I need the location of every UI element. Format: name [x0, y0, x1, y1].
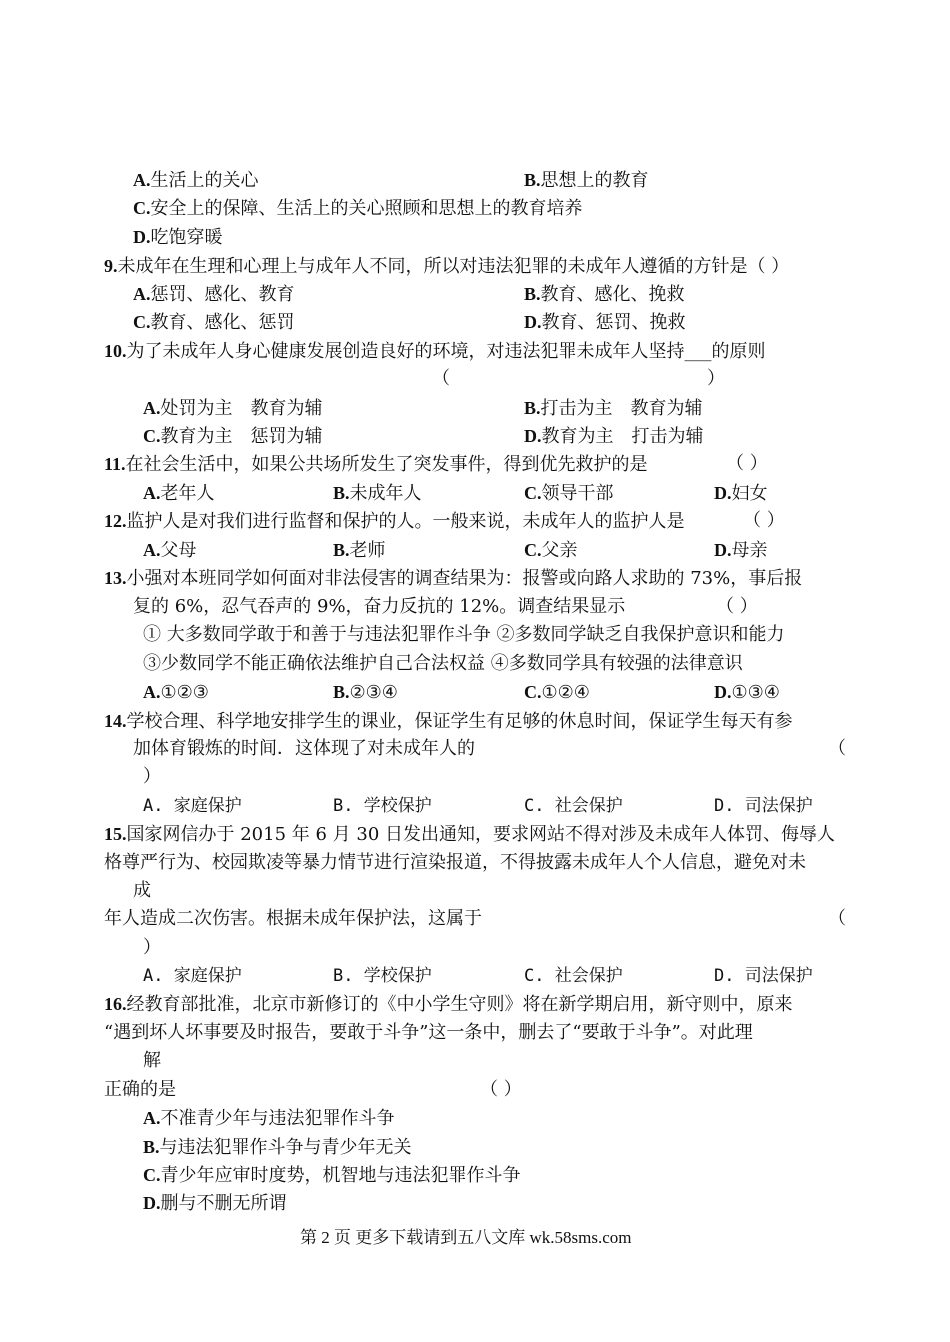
question-number: 13.: [104, 568, 127, 588]
option-text: 父母: [160, 540, 197, 561]
q16-stem-line3: 解: [143, 1050, 161, 1071]
q10-option-c: [143, 424, 323, 449]
option-label: A.: [133, 170, 151, 190]
q11-paren: （ ）: [726, 453, 768, 474]
q14-paren-close: ）: [143, 766, 161, 787]
q12-stem: [104, 509, 685, 534]
question-number: 11.: [104, 454, 126, 474]
q11-option-d: [714, 481, 768, 506]
option-label: D.: [143, 1193, 161, 1213]
q8-option-b: [524, 168, 649, 193]
q9-option-a: [133, 282, 295, 307]
q10-option-b: [524, 396, 703, 421]
option-label: B.: [333, 966, 354, 986]
option-text: 社会保护: [554, 796, 623, 816]
option-text: 惩罚、感化、教育: [150, 284, 295, 305]
option-text: 青少年应审时度势，机智地与违法犯罪作斗争: [160, 1165, 521, 1186]
q15-option-a: [143, 964, 242, 988]
q11-option-a: [143, 481, 215, 506]
q10-paren-open: （: [432, 368, 450, 389]
q9-option-d: [524, 310, 686, 335]
q14-option-a: [143, 794, 242, 818]
option-text: 母亲: [731, 540, 768, 561]
option-label: A.: [133, 284, 151, 304]
q12-option-b: [333, 538, 386, 563]
option-label: B.: [524, 398, 541, 418]
q14-stem-line2: 加体育锻炼的时间．这体现了对未成年人的: [133, 738, 475, 759]
q15-option-b: [333, 964, 432, 988]
question-number: 12.: [104, 511, 127, 531]
option-text: 删与不删无所谓: [160, 1193, 287, 1214]
q13-statement-line1: ① 大多数同学敢于和善于与违法犯罪作斗争 ②多数同学缺乏自我保护意识和能力: [143, 624, 785, 645]
option-label: D.: [714, 540, 732, 560]
q16-option-a: [143, 1106, 395, 1131]
q10-paren-close: ）: [707, 368, 725, 389]
option-label: B.: [333, 483, 350, 503]
option-text: 处罚为主 教育为辅: [160, 398, 323, 419]
option-text: ①③④: [731, 682, 780, 703]
option-label: C.: [143, 1165, 161, 1185]
q8-option-c: [133, 196, 583, 221]
option-label: C.: [133, 312, 151, 332]
option-text: 教育、惩罚、挽救: [541, 312, 686, 333]
q9-option-c: [133, 310, 295, 335]
option-label: D.: [133, 227, 151, 247]
q16-stem-line1: [104, 992, 793, 1017]
q13-statement-line2: ③少数同学不能正确依法维护自己合法权益 ④多数同学具有较强的法律意识: [143, 653, 743, 674]
option-label: D.: [714, 796, 735, 816]
q15-option-c: [524, 964, 623, 988]
question-number: 15.: [104, 824, 127, 844]
option-label: B.: [524, 284, 541, 304]
q16-paren: （ ）: [480, 1079, 522, 1100]
q9-option-b: [524, 282, 685, 307]
option-label: B.: [143, 1137, 160, 1157]
q12-option-d: [714, 538, 768, 563]
option-text: ①②③: [160, 682, 209, 703]
option-label: D.: [524, 312, 542, 332]
option-text: 妇女: [731, 483, 768, 504]
option-label: D.: [714, 966, 735, 986]
question-text: 监护人是对我们进行监督和保护的人。一般来说，未成年人的监护人是: [126, 511, 685, 532]
question-text: 学校合理、科学地安排学生的课业，保证学生有足够的休息时间，保证学生每天有参: [126, 711, 793, 732]
q13-option-c: [524, 680, 590, 705]
question-text: 为了未成年人身心健康发展创造良好的环境，对违法犯罪未成年人坚持___的原则: [126, 341, 766, 362]
q9-stem: [104, 254, 789, 279]
option-text: 教育为主 惩罚为辅: [160, 426, 323, 447]
q10-option-a: [143, 396, 323, 421]
q12-option-a: [143, 538, 197, 563]
q14-option-c: [524, 794, 623, 818]
option-label: B.: [524, 170, 541, 190]
option-text: 家庭保护: [173, 796, 242, 816]
option-text: 思想上的教育: [540, 170, 649, 191]
q15-paren-close: ）: [143, 937, 161, 958]
option-text: 社会保护: [554, 966, 623, 986]
q10-stem: [104, 339, 766, 364]
option-label: A.: [143, 398, 161, 418]
q15-option-d: [714, 964, 813, 988]
q15-stem-line1: [104, 822, 835, 847]
option-label: C.: [524, 966, 545, 986]
option-text: 教育为主 打击为辅: [541, 426, 704, 447]
option-text: 学校保护: [363, 966, 432, 986]
q13-stem-line1: [104, 566, 802, 591]
option-text: 司法保护: [744, 796, 813, 816]
option-text: 父亲: [541, 540, 578, 561]
q14-stem-line1: [104, 709, 793, 734]
q14-option-b: [333, 794, 432, 818]
option-text: 打击为主 教育为辅: [540, 398, 703, 419]
question-number: 16.: [104, 994, 127, 1014]
question-number: 9.: [104, 256, 118, 276]
option-text: 老年人: [160, 483, 215, 504]
question-text: 小强对本班同学如何面对非法侵害的调查结果为：报警或向路人求助的 73%，事后报: [126, 568, 803, 589]
q15-stem-line2: 格尊严行为、校园欺凌等暴力情节进行渲染报道，不得披露未成年人个人信息，避免对未: [104, 852, 806, 873]
q11-option-b: [333, 481, 422, 506]
option-text: 未成年人: [349, 483, 422, 504]
option-text: ②③④: [349, 682, 398, 703]
q16-option-b: [143, 1135, 412, 1160]
q15-paren-open: （: [828, 908, 846, 929]
option-label: D.: [714, 483, 732, 503]
q13-paren: （ ）: [716, 596, 758, 617]
option-label: A.: [143, 796, 164, 816]
q14-paren-open: （: [828, 738, 846, 759]
option-text: 生活上的关心: [150, 170, 259, 191]
option-label: C.: [524, 796, 545, 816]
q13-option-b: [333, 680, 398, 705]
option-label: D.: [524, 426, 542, 446]
option-label: A.: [143, 682, 161, 702]
option-text: 老师: [349, 540, 386, 561]
option-text: 司法保护: [744, 966, 813, 986]
q13-option-a: [143, 680, 209, 705]
option-label: B.: [333, 540, 350, 560]
q13-option-d: [714, 680, 780, 705]
q16-stem-line4: 正确的是: [104, 1079, 176, 1100]
page-footer: 第 2 页 更多下载请到五八文库 wk.58sms.com: [300, 1228, 632, 1247]
q13-stem-line2: 复的 6%，忍气吞声的 9%，奋力反抗的 12%。调查结果显示: [133, 596, 626, 617]
question-text: 国家网信办于 2015 年 6 月 30 日发出通知，要求网站不得对涉及未成年人体罚、侮辱人: [126, 824, 835, 845]
option-text: 安全上的保障、生活上的关心照顾和思想上的教育培养: [150, 198, 583, 219]
q15-stem-line4: 年人造成二次伤害。根据未成年保护法，这属于: [104, 908, 482, 929]
q11-option-c: [524, 481, 614, 506]
question-text: 经教育部批准，北京市新修订的《中小学生守则》将在新学期启用，新守则中，原来: [126, 994, 793, 1015]
option-text: 教育、感化、惩罚: [150, 312, 295, 333]
option-text: 学校保护: [363, 796, 432, 816]
option-text: 吃饱穿暖: [150, 227, 223, 248]
option-text: 家庭保护: [173, 966, 242, 986]
option-label: C.: [524, 540, 542, 560]
option-label: C.: [524, 682, 542, 702]
option-label: C.: [143, 426, 161, 446]
q10-option-d: [524, 424, 704, 449]
q14-option-d: [714, 794, 813, 818]
q15-stem-line3: 成: [133, 880, 151, 901]
q11-stem: [104, 452, 648, 477]
question-number: 10.: [104, 341, 127, 361]
option-label: B.: [333, 796, 354, 816]
q16-option-c: [143, 1163, 521, 1188]
q12-paren: （ ）: [743, 510, 785, 531]
option-label: A.: [143, 483, 161, 503]
option-text: ①②④: [541, 682, 590, 703]
q16-stem-line2: “遇到坏人坏事要及时报告，要敢于斗争”这一条中，删去了“要敢于斗争”。对此理: [104, 1022, 753, 1043]
option-label: D.: [714, 682, 732, 702]
question-text: 未成年在生理和心理上与成年人不同，所以对违法犯罪的未成年人遵循的方针是（ ）: [117, 256, 790, 277]
option-label: C.: [133, 198, 151, 218]
q8-option-d: [133, 225, 223, 250]
option-text: 不准青少年与违法犯罪作斗争: [160, 1108, 395, 1129]
option-label: A.: [143, 966, 164, 986]
question-text: 在社会生活中，如果公共场所发生了突发事件，得到优先救护的是: [125, 454, 648, 475]
option-label: A.: [143, 540, 161, 560]
q16-option-d: [143, 1191, 287, 1216]
q8-option-a: [133, 168, 259, 193]
option-label: C.: [524, 483, 542, 503]
option-text: 教育、感化、挽救: [540, 284, 685, 305]
q12-option-c: [524, 538, 578, 563]
option-label: A.: [143, 1108, 161, 1128]
question-number: 14.: [104, 711, 127, 731]
option-text: 与违法犯罪作斗争与青少年无关: [159, 1137, 412, 1158]
option-text: 领导干部: [541, 483, 614, 504]
option-label: B.: [333, 682, 350, 702]
